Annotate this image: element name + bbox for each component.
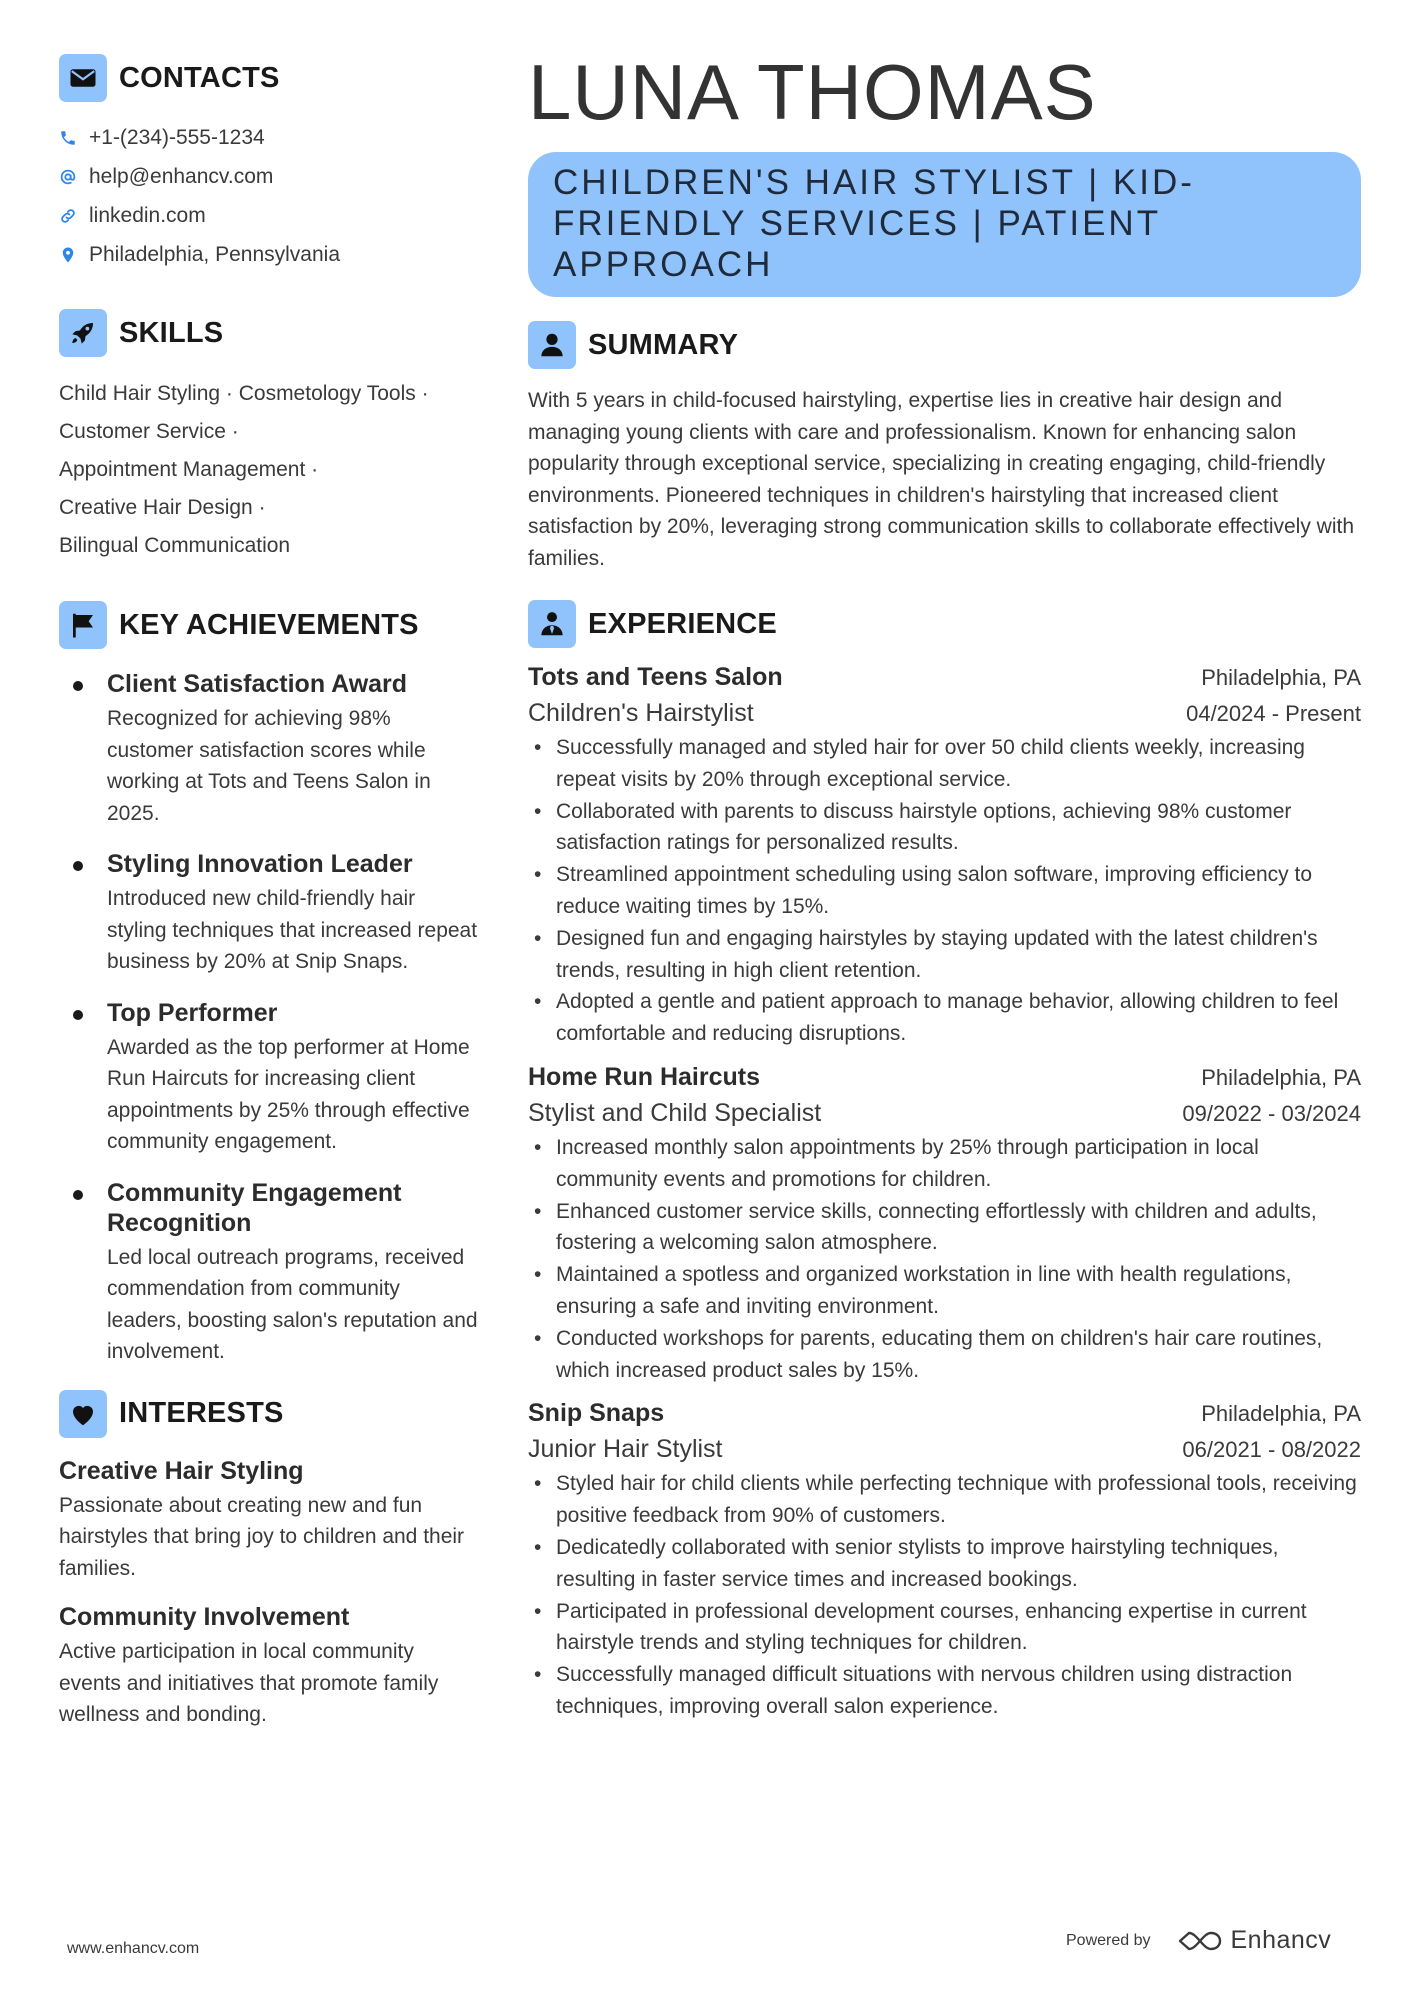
job-company: Snip Snaps — [528, 1399, 665, 1428]
brand-name: Enhancv — [1230, 1926, 1332, 1954]
contact-phone[interactable] — [59, 118, 479, 157]
contact-location — [59, 235, 479, 274]
achievement-title: Styling Innovation Leader — [107, 850, 413, 878]
achievement-item — [59, 1178, 479, 1368]
contacts-title: CONTACTS — [119, 61, 280, 94]
interests-title: INTERESTS — [119, 1397, 284, 1429]
rocket-icon — [59, 309, 107, 357]
heart-icon — [59, 1390, 107, 1438]
interest-title: Creative Hair Styling — [59, 1456, 304, 1485]
job-entry — [528, 1396, 1361, 1722]
summary-title: SUMMARY — [588, 328, 739, 361]
interest-item — [59, 1600, 479, 1731]
right-column — [528, 48, 1361, 1723]
bullet-dot — [73, 1010, 83, 1020]
skill-line: Creative Hair Design · — [59, 496, 266, 519]
job-bullets — [528, 1132, 1361, 1386]
interests-section-header — [59, 1388, 479, 1440]
envelope-icon — [59, 54, 107, 102]
interests-list — [59, 1454, 479, 1731]
powered-by-label: Powered by — [1066, 1931, 1151, 1949]
headline-banner — [528, 152, 1361, 297]
summary-section — [528, 319, 1361, 574]
bullet-dot — [73, 861, 83, 871]
experience-section — [528, 598, 1361, 1723]
job-bullets — [528, 732, 1361, 1050]
achievement-text: Recognized for achieving 98% customer satisfaction scores while working at Tots and Teens Salon in 2025. — [107, 707, 431, 825]
contact-linkedin-text: linkedin.com — [89, 203, 206, 227]
skills-title: SKILLS — [119, 316, 224, 349]
interest-item — [59, 1454, 479, 1585]
job-header-row — [528, 660, 1361, 695]
phone-icon — [59, 128, 77, 148]
job-header-row — [528, 1396, 1361, 1431]
headline-line: APPROACH — [553, 245, 774, 284]
job-bullet: • Dedicatedly collaborated with senior stylists to improve hairstyling techniques, resulting in faster service times and increased bookings. — [528, 1532, 1361, 1596]
skill-line: Child Hair Styling · Cosmetology Tools · — [59, 382, 429, 405]
job-bullet: • Successfully managed difficult situations with nervous children using distraction techniques, improving overall salon experience. — [528, 1659, 1361, 1723]
summary-text: With 5 years in child-focused hairstyling, expertise lies in creative hair design and managing young clients with care and professionalism. Known for enhancing salon popularity through exceptional service, specializing in creating engaging, child-friendly environments. Pioneered techniques in children's hairstyling that increased client satisfaction by 20%, leveraging strong communication skills to collaborate effectively with families. — [528, 389, 1355, 570]
job-role-row — [528, 1095, 1361, 1132]
job-role: Junior Hair Stylist — [528, 1435, 723, 1464]
job-bullet: • Enhanced customer service skills, connecting effortlessly with children and adults, fostering a welcoming salon atmosphere. — [528, 1196, 1361, 1260]
left-column — [59, 52, 479, 1747]
location-pin-icon — [59, 245, 77, 265]
job-bullet: • Styled hair for child clients while perfecting technique with professional tools, receiving positive feedback from 90% of customers. — [528, 1468, 1361, 1532]
achievements-list — [59, 669, 479, 1368]
footer-powered-by[interactable] — [1066, 1926, 1331, 1955]
achievement-item — [59, 998, 479, 1158]
job-location: Philadelphia, PA — [1201, 665, 1361, 690]
skill-line: Customer Service · — [59, 420, 239, 443]
contact-email-text: help@enhancv.com — [89, 164, 274, 188]
job-bullet: • Designed fun and engaging hairstyles by staying updated with the latest children's trends, resulting in high client retention. — [528, 923, 1361, 987]
job-company: Home Run Haircuts — [528, 1062, 760, 1091]
job-bullet: • Successfully managed and styled hair for over 50 child clients weekly, increasing repeat visits by 20% through exceptional service. — [528, 732, 1361, 796]
footer-website[interactable]: www.enhancv.com — [67, 1940, 200, 1957]
contact-list — [59, 118, 479, 274]
job-entry — [528, 1060, 1361, 1386]
job-header-row — [528, 1060, 1361, 1095]
job-bullet: • Increased monthly salon appointments by 25% through participation in local community events and promotions for children. — [528, 1132, 1361, 1196]
job-bullet: • Collaborated with parents to discuss hairstyle options, achieving 98% customer satisfaction ratings for personalized results. — [528, 796, 1361, 860]
job-bullet: • Adopted a gentle and patient approach to manage behavior, allowing children to feel comfortable and reducing disruptions. — [528, 986, 1361, 1050]
contact-phone-text: +1-(234)-555-1234 — [89, 125, 265, 149]
flag-icon — [59, 601, 107, 649]
candidate-name: LUNA THOMAS — [528, 48, 1097, 136]
achievement-text: Led local outreach programs, received commendation from community leaders, boosting salon's reputation and involvement. — [107, 1245, 478, 1363]
skill-line: Appointment Management · — [59, 458, 319, 481]
at-icon — [59, 167, 77, 187]
experience-title: EXPERIENCE — [588, 607, 777, 640]
job-dates: 04/2024 - Present — [1186, 701, 1361, 726]
contact-location-text: Philadelphia, Pennsylvania — [89, 242, 341, 266]
bullet-dot — [73, 1190, 83, 1200]
job-bullets — [528, 1468, 1361, 1722]
skills-list — [59, 375, 479, 565]
job-bullet: • Participated in professional development courses, enhancing expertise in current hairstyle trends and styling techniques for children. — [528, 1596, 1361, 1660]
person-icon — [528, 321, 576, 369]
job-dates: 09/2022 - 03/2024 — [1182, 1100, 1361, 1126]
interest-text: Passionate about creating new and fun hairstyles that bring joy to children and their families. — [59, 1493, 465, 1580]
achievement-text: Introduced new child-friendly hair styling techniques that increased repeat business by 20% at Snip Snaps. — [107, 887, 478, 973]
achievement-item — [59, 849, 479, 978]
job-entry — [528, 660, 1361, 1050]
achievement-text: Awarded as the top performer at Home Run Haircuts for increasing client appointments by 25% through effective community engagement. — [107, 1035, 470, 1153]
job-dates: 06/2021 - 08/2022 — [1182, 1437, 1361, 1463]
achievement-title: Client Satisfaction Award — [107, 670, 408, 698]
contact-email[interactable] — [59, 157, 479, 196]
job-role-row — [528, 1431, 1361, 1468]
summary-section-header — [528, 319, 1361, 371]
job-bullet: • Maintained a spotless and organized workstation in line with health regulations, ensuring a safe and inviting environment. — [528, 1259, 1361, 1323]
job-bullet: • Streamlined appointment scheduling using salon software, improving efficiency to reduce waiting times by 15%. — [528, 859, 1361, 923]
job-bullet: • Conducted workshops for parents, educating them on children's hair care routines, which increased product sales by 15%. — [528, 1323, 1361, 1387]
bullet-dot — [73, 681, 83, 691]
link-icon — [59, 206, 77, 226]
interest-text: Active participation in local community events and initiatives that promote family wellness and bonding. — [59, 1640, 439, 1726]
contacts-section-header — [59, 52, 479, 104]
achievement-title: Top Performer — [107, 998, 278, 1027]
job-role: Stylist and Child Specialist — [528, 1098, 822, 1127]
job-location: Philadelphia, PA — [1201, 1401, 1361, 1427]
job-location: Philadelphia, PA — [1201, 1064, 1361, 1090]
skill-line: Bilingual Communication — [59, 534, 291, 557]
headline-line: FRIENDLY SERVICES | PATIENT — [553, 204, 1162, 243]
skills-section-header — [59, 307, 479, 359]
interest-title: Community Involvement — [59, 1603, 350, 1631]
headline-line: CHILDREN'S HAIR STYLIST | KID- — [553, 163, 1195, 202]
job-company: Tots and Teens Salon — [528, 663, 783, 691]
achievements-section-header — [59, 599, 479, 651]
experience-section-header — [528, 598, 1361, 650]
achievement-item — [59, 669, 479, 829]
enhancv-logo-icon — [1177, 1928, 1223, 1954]
achievements-title: KEY ACHIEVEMENTS — [119, 608, 419, 641]
achievement-title: Community Engagement Recognition — [107, 1178, 402, 1237]
job-role-row — [528, 695, 1361, 732]
briefcase-person-icon — [528, 600, 576, 648]
job-role: Children's Hairstylist — [528, 699, 754, 727]
contact-linkedin[interactable] — [59, 196, 479, 235]
